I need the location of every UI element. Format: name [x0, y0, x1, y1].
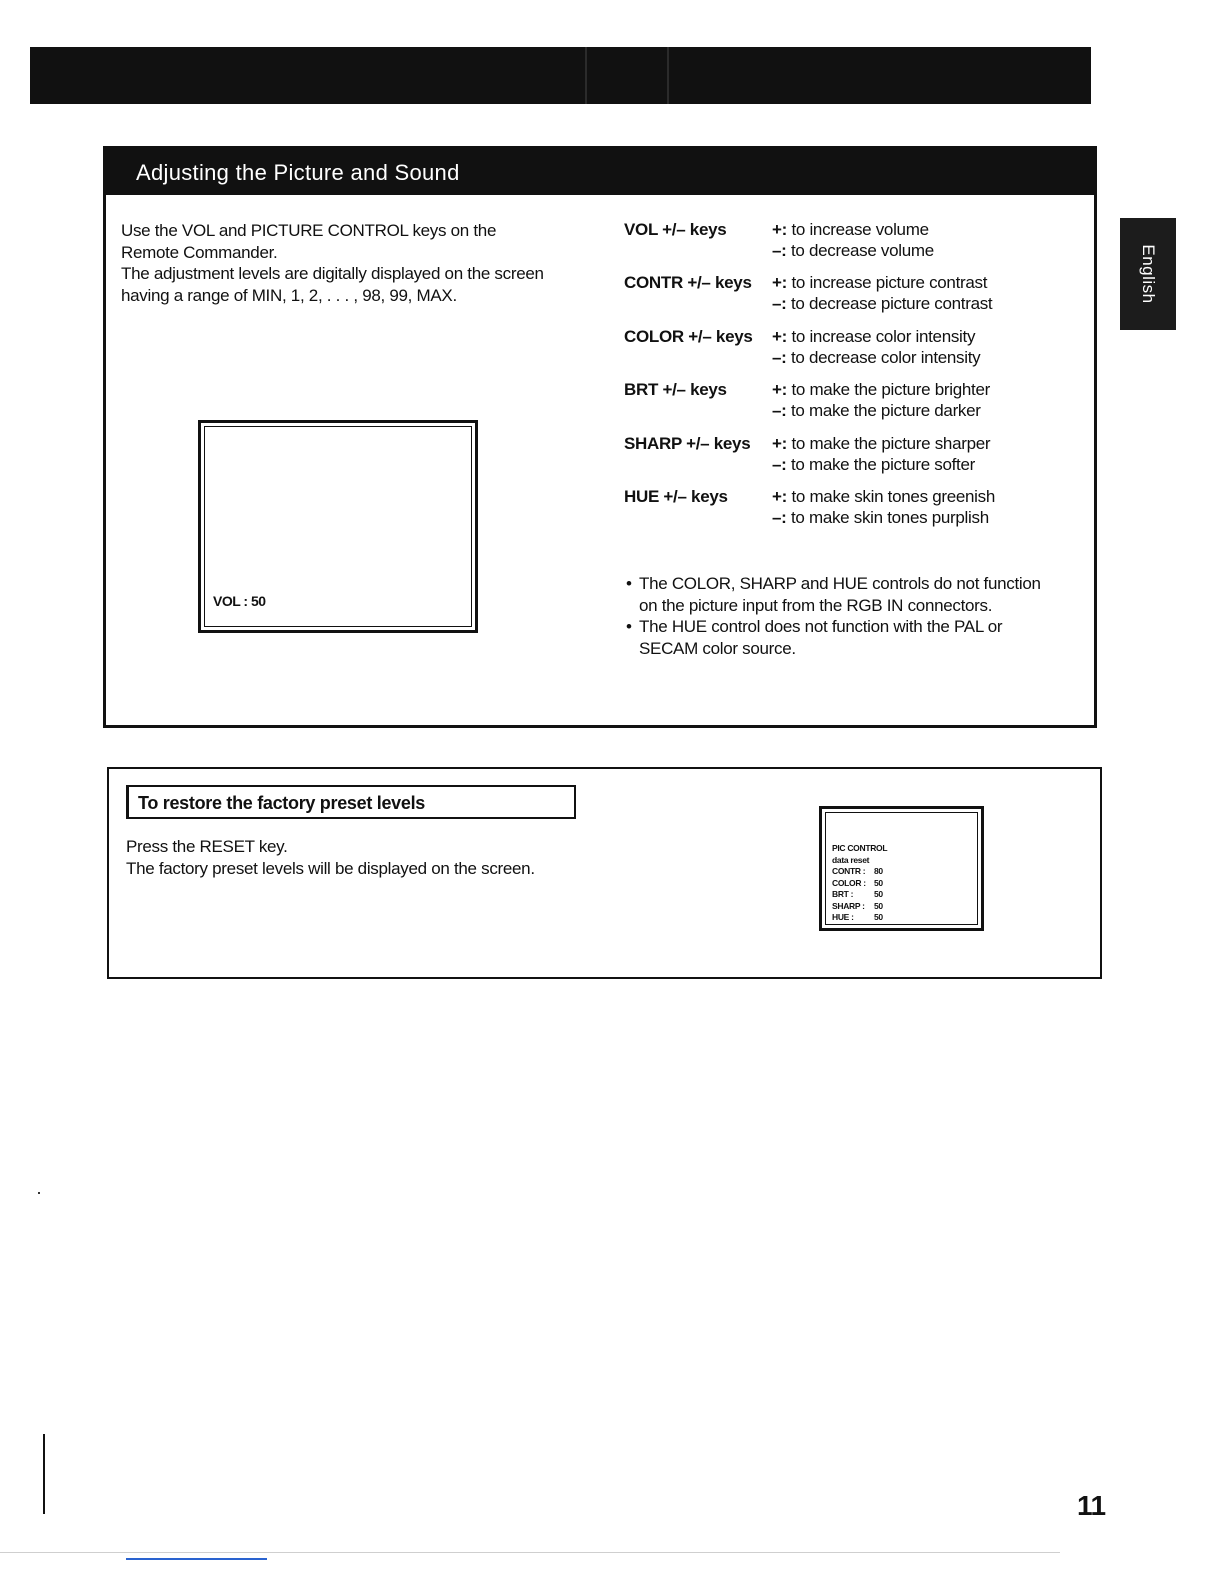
header-bar-divider [585, 47, 587, 104]
minus-sign: –: [772, 401, 787, 420]
minus-sign: –: [772, 455, 787, 474]
minus-description: to decrease picture contrast [790, 294, 993, 313]
note-item [626, 616, 1076, 659]
osd-item-value: 50 [874, 877, 883, 888]
note-item [626, 573, 1076, 616]
minus-description: to make the picture softer [790, 455, 975, 474]
plus-description: to increase volume [791, 220, 929, 239]
restore-line: Press the RESET key. [126, 837, 288, 856]
plus-description: to make skin tones greenish [791, 487, 996, 506]
key-minus-line [772, 294, 992, 314]
key-plus-line [772, 220, 929, 240]
reset-screen-illustration [819, 806, 984, 931]
notes-list [626, 573, 1076, 659]
key-row-contr [624, 273, 1084, 317]
restore-title: To restore the factory preset levels [138, 793, 425, 813]
plus-sign: +: [772, 327, 787, 346]
key-minus-line [772, 241, 934, 261]
note-line: on the picture input from the RGB IN connectors. [639, 595, 993, 615]
header-bar-divider [667, 47, 669, 104]
osd-item-label: COLOR : [832, 877, 866, 888]
minus-description: to decrease volume [790, 241, 934, 260]
key-minus-line [772, 455, 975, 475]
key-plus-line [772, 434, 990, 454]
plus-description: to increase color intensity [791, 327, 976, 346]
key-minus-line [772, 508, 989, 528]
plus-sign: +: [772, 487, 787, 506]
header-bar [30, 47, 1091, 104]
note-line: The HUE control does not function with the PAL or [639, 617, 1003, 636]
osd-item [832, 866, 887, 878]
minus-sign: –: [772, 348, 787, 367]
minus-sign: –: [772, 294, 787, 313]
osd-item [832, 912, 887, 924]
margin-mark [43, 1434, 45, 1514]
osd-item-value: 50 [874, 912, 883, 922]
note-line: The COLOR, SHARP and HUE controls do not function [639, 574, 1041, 593]
intro-line: Remote Commander. [121, 242, 278, 262]
plus-sign: +: [772, 380, 787, 399]
osd-volume-display: VOL : 50 [213, 593, 266, 609]
section-header [106, 149, 1094, 195]
key-name: HUE +/– keys [624, 487, 728, 506]
key-row-hue [624, 487, 1084, 531]
osd-item [832, 878, 887, 890]
key-name: BRT +/– keys [624, 380, 727, 399]
osd-item-label: BRT : [832, 889, 854, 899]
minus-sign: –: [772, 241, 787, 260]
key-row-vol [624, 220, 1084, 264]
minus-description: to make skin tones purplish [790, 508, 989, 527]
key-name: COLOR +/– keys [624, 327, 753, 346]
intro-line: Use the VOL and PICTURE CONTROL keys on the [121, 221, 497, 240]
osd-item-value: 50 [874, 889, 883, 899]
osd-subtitle: data reset [832, 854, 870, 865]
osd-item-value: 80 [874, 866, 883, 876]
intro-line: having a range of MIN, 1, 2, . . . , 98, 99, MAX. [121, 285, 457, 305]
bottom-accent-line [126, 1558, 267, 1560]
language-tab-label: English [1139, 244, 1158, 304]
minus-description: to make the picture darker [790, 401, 981, 420]
plus-sign: +: [772, 220, 787, 239]
osd-item-value: 50 [874, 900, 883, 911]
key-row-sharp [624, 434, 1084, 478]
key-name: VOL +/– keys [624, 220, 727, 239]
osd-item-label: HUE : [832, 912, 854, 922]
page-number: 11 [1077, 1490, 1106, 1521]
osd-item-label: SHARP : [832, 900, 865, 911]
minus-description: to decrease color intensity [790, 348, 981, 367]
scan-dot [38, 1192, 40, 1194]
key-plus-line [772, 380, 990, 400]
restore-text [126, 836, 626, 879]
restore-line: The factory preset levels will be displayed on the screen. [126, 858, 535, 878]
restore-title-box [126, 785, 576, 819]
section-title: Adjusting the Picture and Sound [136, 160, 460, 185]
osd-item [832, 889, 887, 901]
plus-sign: +: [772, 434, 787, 453]
key-name: SHARP +/– keys [624, 434, 751, 453]
reset-osd [832, 843, 887, 924]
key-minus-line [772, 401, 981, 421]
key-plus-line [772, 273, 987, 293]
plus-description: to make the picture brighter [791, 380, 990, 399]
key-plus-line [772, 487, 995, 507]
osd-title: PIC CONTROL [832, 843, 888, 853]
key-name: CONTR +/– keys [624, 273, 752, 292]
plus-description: to increase picture contrast [791, 273, 988, 292]
key-row-color [624, 327, 1084, 371]
key-plus-line [772, 327, 975, 347]
intro-line: The adjustment levels are digitally displayed on the screen [121, 264, 544, 283]
plus-description: to make the picture sharper [791, 434, 991, 453]
bottom-rule [0, 1552, 1060, 1553]
intro-text [121, 220, 591, 306]
key-minus-line [772, 348, 980, 368]
language-tab [1120, 218, 1176, 330]
key-row-brt [624, 380, 1084, 424]
note-line: SECAM color source. [639, 638, 796, 658]
tv-screen-illustration [198, 420, 478, 633]
minus-sign: –: [772, 508, 787, 527]
osd-item [832, 901, 887, 913]
plus-sign: +: [772, 273, 787, 292]
osd-item-label: CONTR : [832, 866, 866, 876]
